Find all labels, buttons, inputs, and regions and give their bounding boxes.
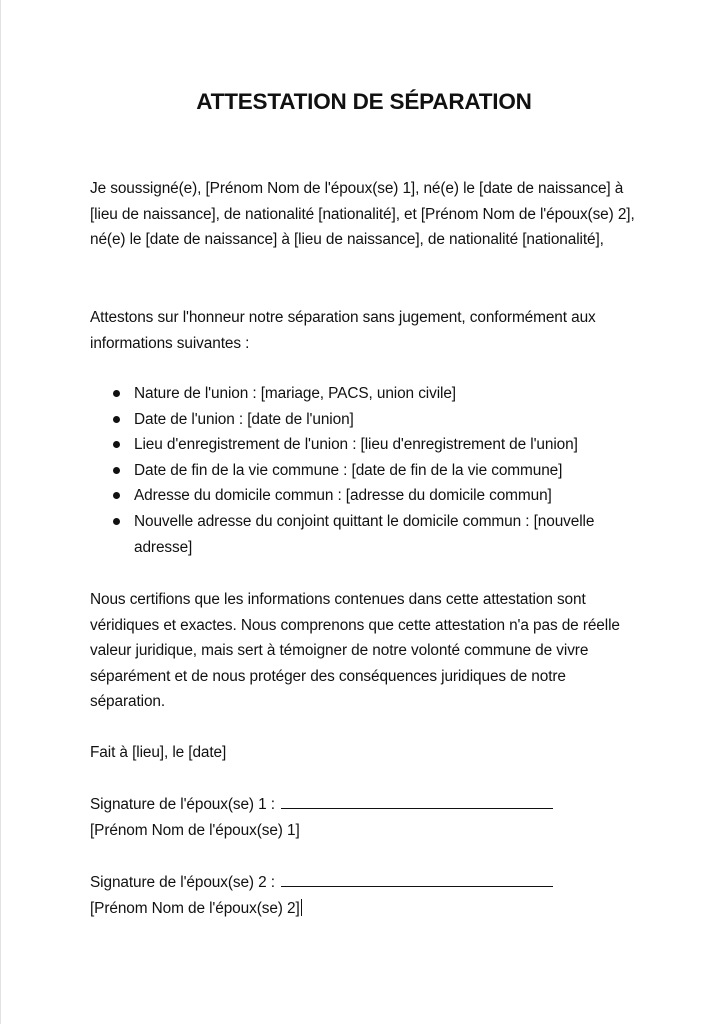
signature-2-field[interactable] [281,872,553,887]
signature-2-line [90,870,650,896]
attest-paragraph [90,305,650,356]
bullet-icon [113,390,120,397]
list-item [109,381,709,407]
bullet-icon [113,416,120,423]
place-date-line [90,740,650,766]
signature-2-name: [Prénom Nom de l'époux(se) 2] [90,899,300,917]
place-date-text: Fait à [lieu], le [date] [90,744,227,761]
list-item-text: Lieu d'enregistrement de l'union : [lieu d'enregistrement de l'union] [134,436,578,454]
list-item [109,458,709,484]
list-item-text: Date de l'union : [date de l'union] [134,410,354,428]
signature-1-label: Signature de l'époux(se) 1 : [90,796,275,813]
list-item-text: Nature de l'union : [mariage, PACS, union civile] [134,385,456,402]
union-details-list [109,381,709,560]
list-item-text: Date de fin de la vie commune : [date de fin de la vie commune] [134,461,563,479]
certify-paragraph-text: Nous certifions que les informations contenues dans cette attestation sont véridiques et exactes. Nous comprenons que cette attestation n'a pas de réelle valeur juridique, mais sert à témoigner de notre volonté commune de vivre séparément et de nous protéger des conséquences juridiques de notre séparation. [90,591,620,711]
list-item-text: Nouvelle adresse du conjoint quittant le domicile commun : [nouvelle adresse] [134,512,595,556]
signature-block-2 [90,870,650,921]
bullet-icon [113,467,120,474]
intro-paragraph [90,176,650,253]
attest-paragraph-text: Attestons sur l'honneur notre séparation sans jugement, conformément aux informations suivantes : [90,309,596,352]
signature-block-1 [90,792,650,843]
signature-1-line [90,792,650,818]
signature-1-field[interactable] [281,794,553,809]
bullet-icon [113,518,120,525]
list-item-text: Adresse du domicile commun : [adresse du domicile commun] [134,487,552,505]
list-item [109,483,709,509]
intro-paragraph-text: Je soussigné(e), [Prénom Nom de l'époux(se) 1], né(e) le [date de naissance] à [lieu de naissance], de nationalité [nationalité], et [Prénom Nom de l'époux(se) 2], né(e) le [date de naissance] à [lieu de naissance], de nationalité [nationalité], [90,180,635,249]
bullet-icon [113,492,120,499]
text-cursor [301,899,302,916]
bullet-icon [113,441,120,448]
list-item [109,509,604,560]
document-title: ATTESTATION DE SÉPARATION [196,89,532,114]
list-item [109,432,709,458]
signature-1-name: [Prénom Nom de l'époux(se) 1] [90,821,300,839]
list-item [109,407,709,433]
certify-paragraph [90,587,630,715]
signature-2-name-line [90,896,650,922]
signature-2-label: Signature de l'époux(se) 2 : [90,874,275,891]
